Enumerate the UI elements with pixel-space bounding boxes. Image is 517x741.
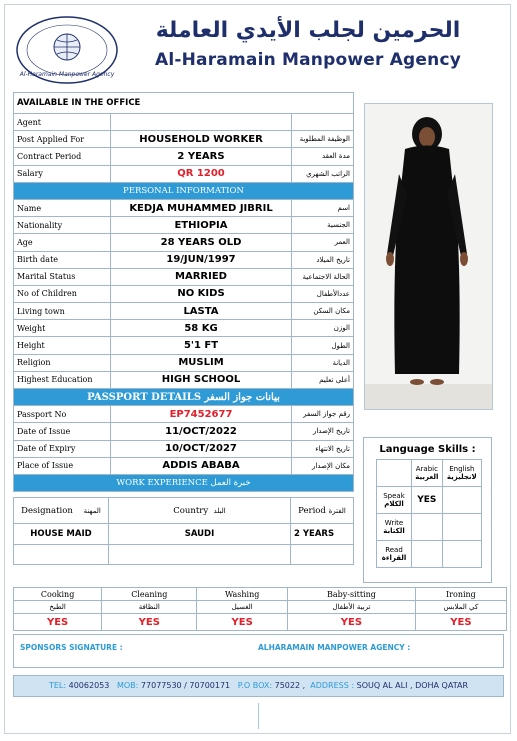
row-value: 11/OCT/2022: [111, 423, 292, 440]
row-value: 19/JUN/1997: [111, 251, 292, 268]
row-label-arabic: تاريخ الميلاد: [292, 251, 354, 268]
info-table: [13, 92, 354, 492]
row-label: Place of Issue: [14, 457, 111, 474]
agency-name-english: Al-Haramain Manpower Agency: [154, 50, 462, 70]
row-label-arabic: عددالأطفال: [292, 285, 354, 302]
language-english-value: [442, 541, 481, 568]
info-row: [14, 285, 354, 302]
row-label: Age: [14, 234, 111, 251]
row-label: Salary: [14, 165, 111, 182]
skill-val-cell: YES: [197, 614, 288, 631]
language-arabic-value: [412, 541, 443, 568]
row-label-arabic: تاريخ الإصدار: [292, 423, 354, 440]
row-value: EP7452677: [111, 406, 292, 423]
row-label-arabic: الطول: [292, 337, 354, 354]
info-row: [14, 440, 354, 457]
info-row: [14, 354, 354, 371]
info-row: [14, 406, 354, 423]
info-row: [14, 148, 354, 165]
row-label: Religion: [14, 354, 111, 371]
skill-val-cell: YES: [415, 614, 506, 631]
info-row: [14, 165, 354, 182]
info-row: [14, 268, 354, 285]
skill-val-cell: YES: [288, 614, 416, 631]
row-value: KEDJA MUHAMMED JIBRIL: [111, 199, 292, 216]
row-label-arabic: الراتب الشهري: [292, 165, 354, 182]
skills-table: [13, 587, 507, 631]
row-value: MUSLIM: [111, 354, 292, 371]
info-row: [14, 423, 354, 440]
contact-footer: TEL: 40062053 MOB: 77077530 / 70700171 P.O BOX: 75022 , ADDRESS : SOUQ AL ALI , DOHA QATAR: [13, 675, 504, 697]
svg-text:Al-Haramain Manpower Agency: Al-Haramain Manpower Agency: [19, 71, 115, 78]
language-english-value: [442, 487, 481, 514]
skill-en-cell: Cleaning: [102, 588, 197, 601]
row-label: Living town: [14, 303, 111, 320]
info-row: [14, 199, 354, 216]
language-row-label: Write الكتابة: [377, 514, 412, 541]
row-value: 5'1 FT: [111, 337, 292, 354]
row-label-arabic: تاريخ الانتهاء: [292, 440, 354, 457]
row-label: Contract Period: [14, 148, 111, 165]
row-label: Name: [14, 199, 111, 216]
designation-header: Designation المهنة: [14, 498, 109, 524]
row-value: 2 YEARS: [111, 148, 292, 165]
language-skills-box: [363, 437, 492, 583]
row-label: Date of Issue: [14, 423, 111, 440]
row-label-arabic: الوزن: [292, 320, 354, 337]
row-value: HOUSEHOLD WORKER: [111, 131, 292, 148]
period-header: Period الفترة: [291, 498, 354, 524]
work-designation: HOUSE MAID: [14, 524, 109, 545]
info-row: [14, 457, 354, 474]
skill-ar-cell: كي الملابس: [415, 601, 506, 614]
sponsor-signature-label: SPONSORS SIGNATURE :: [20, 643, 123, 652]
skill-en-cell: Washing: [197, 588, 288, 601]
row-value: HIGH SCHOOL: [111, 371, 292, 388]
skill-ar-cell: النظافة: [102, 601, 197, 614]
info-row: [14, 303, 354, 320]
skill-en-cell: Ironing: [415, 588, 506, 601]
language-arabic-value: [412, 514, 443, 541]
row-label-arabic: الديانة: [292, 354, 354, 371]
language-skills-table: [376, 459, 482, 568]
work-empty-cell: [291, 545, 354, 565]
work-section-header: WORK EXPERIENCE خبرة العمل: [14, 474, 354, 491]
row-label-arabic: مكان الإصدار: [292, 457, 354, 474]
candidate-photo: [364, 103, 493, 410]
row-value: NO KIDS: [111, 285, 292, 302]
row-value: ADDIS ABABA: [111, 457, 292, 474]
skill-en-cell: Baby-sitting: [288, 588, 416, 601]
work-country: SAUDI: [109, 524, 291, 545]
language-row: [377, 487, 482, 514]
row-label: Passport No: [14, 406, 111, 423]
work-empty-cell: [109, 545, 291, 565]
info-row: [14, 251, 354, 268]
row-label-arabic: [292, 114, 354, 131]
row-label-arabic: العمر: [292, 234, 354, 251]
agency-logo: [14, 14, 120, 86]
info-row: [14, 337, 354, 354]
skill-val-cell: YES: [14, 614, 102, 631]
language-corner-cell: [377, 460, 412, 487]
row-label: Highest Education: [14, 371, 111, 388]
country-header: Country البلد: [109, 498, 291, 524]
row-label: No of Children: [14, 285, 111, 302]
info-row: [14, 320, 354, 337]
row-label-arabic: مكان السكن: [292, 303, 354, 320]
row-label: Weight: [14, 320, 111, 337]
row-label-arabic: أعلى تعليم: [292, 371, 354, 388]
language-english-value: [442, 514, 481, 541]
language-row-label: Read القراءة: [377, 541, 412, 568]
language-col-english: English لانجليزية: [442, 460, 481, 487]
row-value: LASTA: [111, 303, 292, 320]
row-label: Birth date: [14, 251, 111, 268]
availability-heading: AVAILABLE IN THE OFFICE: [14, 93, 354, 114]
skill-ar-cell: الطبخ: [14, 601, 102, 614]
row-value: QR 1200: [111, 165, 292, 182]
info-row: [14, 217, 354, 234]
row-label: Nationality: [14, 217, 111, 234]
row-label-arabic: الحالة الاجتماعية: [292, 268, 354, 285]
work-empty-cell: [14, 545, 109, 565]
skill-en-cell: Cooking: [14, 588, 102, 601]
signature-box: [13, 634, 504, 668]
skill-ar-cell: الغسيل: [197, 601, 288, 614]
row-value: 10/OCT/2027: [111, 440, 292, 457]
info-row: [14, 234, 354, 251]
row-value: [111, 114, 292, 131]
row-value: 58 KG: [111, 320, 292, 337]
skill-val-cell: YES: [102, 614, 197, 631]
language-col-arabic: Arabic العربية: [412, 460, 443, 487]
row-label: Agent: [14, 114, 111, 131]
row-label: Marital Status: [14, 268, 111, 285]
language-row: [377, 514, 482, 541]
agency-signature-label: ALHARAMAIN MANPOWER AGENCY :: [258, 643, 411, 652]
language-row: [377, 541, 482, 568]
info-row: [14, 371, 354, 388]
row-label-arabic: مدة العقد: [292, 148, 354, 165]
language-row-label: Speak الكلام: [377, 487, 412, 514]
passport-section-header: PASSPORT DETAILS بيانات جواز السفر: [14, 389, 354, 406]
row-value: 28 YEARS OLD: [111, 234, 292, 251]
work-period: 2 YEARS: [291, 524, 354, 545]
row-value: MARRIED: [111, 268, 292, 285]
row-label-arabic: رقم جواز السفر: [292, 406, 354, 423]
language-skills-title: Language Skills :: [379, 444, 476, 455]
row-label-arabic: الجنسية: [292, 217, 354, 234]
work-experience-table: [13, 497, 354, 565]
info-row: [14, 114, 354, 131]
personal-section-header: PERSONAL INFORMATION: [14, 182, 354, 199]
footer-divider: [258, 703, 259, 729]
row-label: Height: [14, 337, 111, 354]
row-label-arabic: اسم: [292, 199, 354, 216]
row-label: Post Applied For: [14, 131, 111, 148]
row-label-arabic: الوظيفة المطلوبة: [292, 131, 354, 148]
row-label: Date of Expiry: [14, 440, 111, 457]
agency-name-arabic: الحرمين لجلب الأيدي العاملة: [155, 18, 461, 43]
row-value: ETHIOPIA: [111, 217, 292, 234]
skill-ar-cell: تربية الأطفال: [288, 601, 416, 614]
info-row: [14, 131, 354, 148]
language-arabic-value: YES: [412, 487, 443, 514]
